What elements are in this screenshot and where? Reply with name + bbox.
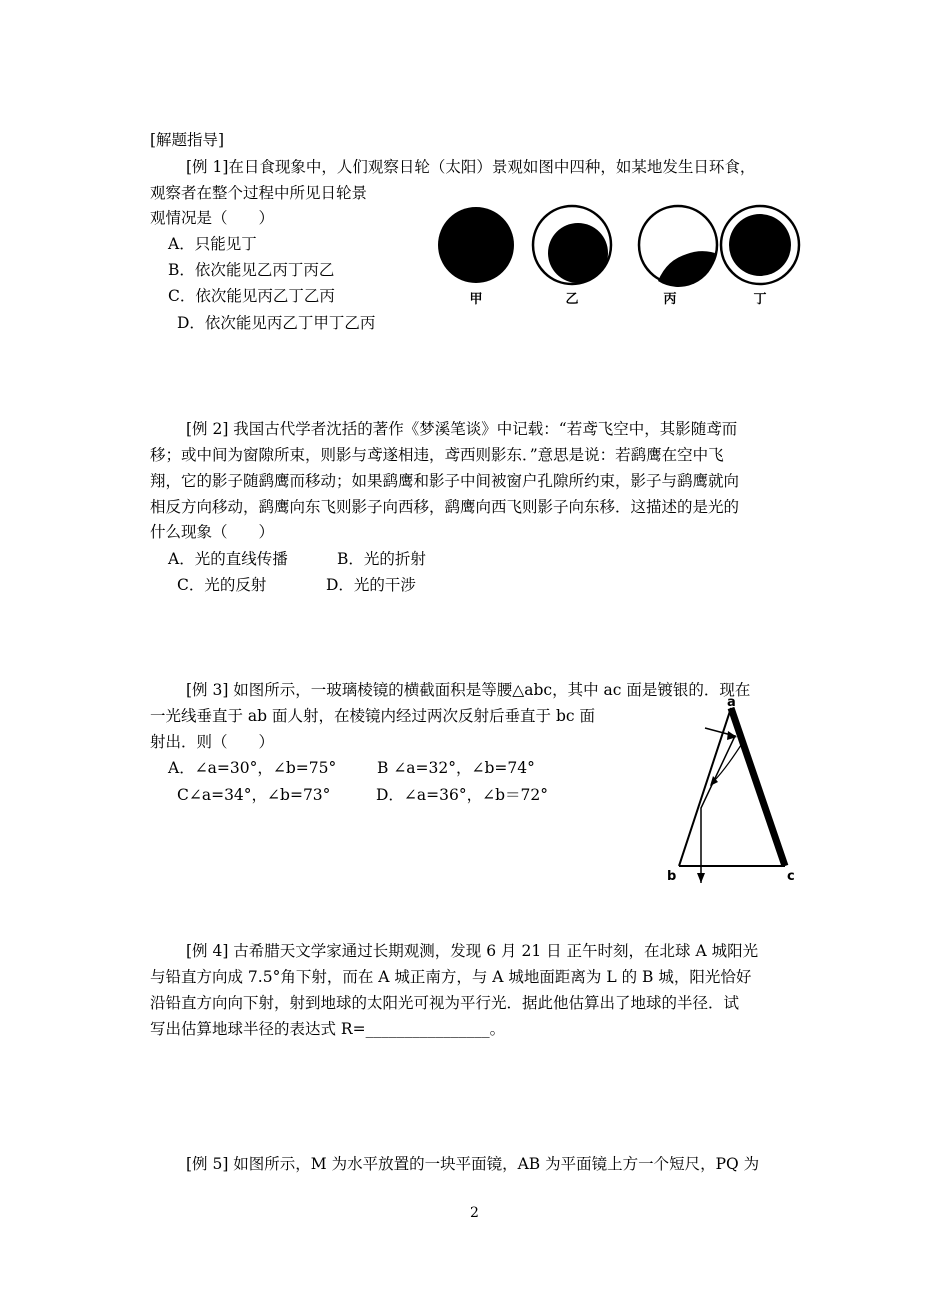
- prism-ray-arrow-out: [697, 873, 705, 883]
- ex3-line3: 射出．则（ ）: [150, 733, 275, 751]
- ex3-option-d: D．∠a=36°，∠b＝72°: [376, 786, 548, 804]
- prism-label-c: c: [787, 869, 795, 884]
- eclipse-label-yi: 乙: [565, 292, 579, 307]
- ex3-line1: [例 3] 如图所示，一玻璃棱镜的横截面积是等腰△abc，其中 ac 面是镀银的．现在: [186, 681, 751, 699]
- ex2-line5: 什么现象（ ）: [150, 523, 275, 541]
- eclipse-ding-moon: [729, 214, 791, 276]
- page-number: 2: [470, 1205, 479, 1221]
- prism-ray: [701, 728, 735, 883]
- ex3-option-a: A．∠a=30°，∠b=75°: [168, 759, 337, 777]
- ex1-line3: 观情况是（ ）: [150, 209, 275, 227]
- ex2-line3: 翔，它的影子随鹞鹰而移动；如果鹞鹰和影子中间被窗户孔隙所约束，影子与鹞鹰就向: [150, 472, 740, 490]
- ex1-option-b: B．依次能见乙丙丁丙乙: [168, 261, 335, 279]
- ex4-line1: [例 4] 古希腊天文学家通过长期观测，发现 6 月 21 日 正午时刻，在北球 A 城阳光: [186, 942, 759, 960]
- ex3-option-b: B ∠a=32°，∠b=74°: [377, 759, 535, 777]
- ex2-option-c: C．光的反射: [177, 576, 267, 594]
- eclipse-figure: [430, 195, 810, 315]
- prism-silvered-ac: [731, 708, 785, 866]
- ex3-option-c: C∠a=34°，∠b=73°: [177, 786, 331, 804]
- eclipse-jia-disk: [438, 207, 514, 283]
- ex1-option-a: A．只能见丁: [168, 235, 257, 253]
- prism-label-a: a: [727, 695, 736, 710]
- ex2-line2: 移；或中间为窗隙所束，则影与鸢遂相违，鸢西则影东．”意思是说：若鹞鹰在空中飞: [150, 446, 724, 464]
- ex2-option-d: D．光的干涉: [326, 576, 416, 594]
- ex1-option-c: C．依次能见丙乙丁乙丙: [168, 287, 335, 305]
- prism-figure: [655, 690, 815, 890]
- ex2-line1: [例 2] 我国古代学者沈括的著作《梦溪笔谈》中记载：“若鸢飞空中，其影随鸢而: [186, 420, 738, 438]
- eclipse-label-ding: 丁: [753, 292, 767, 307]
- ex2-option-b: B．光的折射: [337, 550, 426, 568]
- ex2-line4: 相反方向移动，鹞鹰向东飞则影子向西移，鹞鹰向西飞则影子向东移．这描述的是光的: [150, 498, 740, 516]
- ex4-line4: 写出估算地球半径的表达式 R=________________。: [150, 1020, 506, 1038]
- ex3-line2: 一光线垂直于 ab 面人射，在棱镜内经过两次反射后垂直于 bc 面: [150, 707, 595, 725]
- prism-side-ab: [679, 708, 731, 866]
- ex1-line2: 观察者在整个过程中所见日轮景: [150, 184, 368, 202]
- ex1-line1: [例 1]在日食现象中，人们观察日轮（太阳）景观如图中四种，如某地发生日环食，: [186, 158, 756, 176]
- section-title: [解题指导]: [150, 131, 225, 149]
- ex1-option-d: D．依次能见丙乙丁甲丁乙丙: [177, 314, 376, 332]
- ex2-option-a: A．光的直线传播: [168, 550, 288, 568]
- ex4-line2: 与铅直方向成 7.5°角下射，而在 A 城正南方，与 A 城地面距离为 L 的 B 城，阳光恰好: [150, 968, 752, 986]
- eclipse-label-jia: 甲: [469, 292, 483, 307]
- ex4-line3: 沿铅直方向向下射，射到地球的太阳光可视为平行光．据此他估算出了地球的半径．试: [150, 994, 740, 1012]
- eclipse-label-bing: 丙: [663, 292, 677, 307]
- eclipse-yi-moon: [548, 223, 608, 283]
- prism-label-b: b: [667, 869, 677, 884]
- ex5-line1: [例 5] 如图所示，M 为水平放置的一块平面镜，AB 为平面镜上方一个短尺，PQ 为: [186, 1155, 760, 1173]
